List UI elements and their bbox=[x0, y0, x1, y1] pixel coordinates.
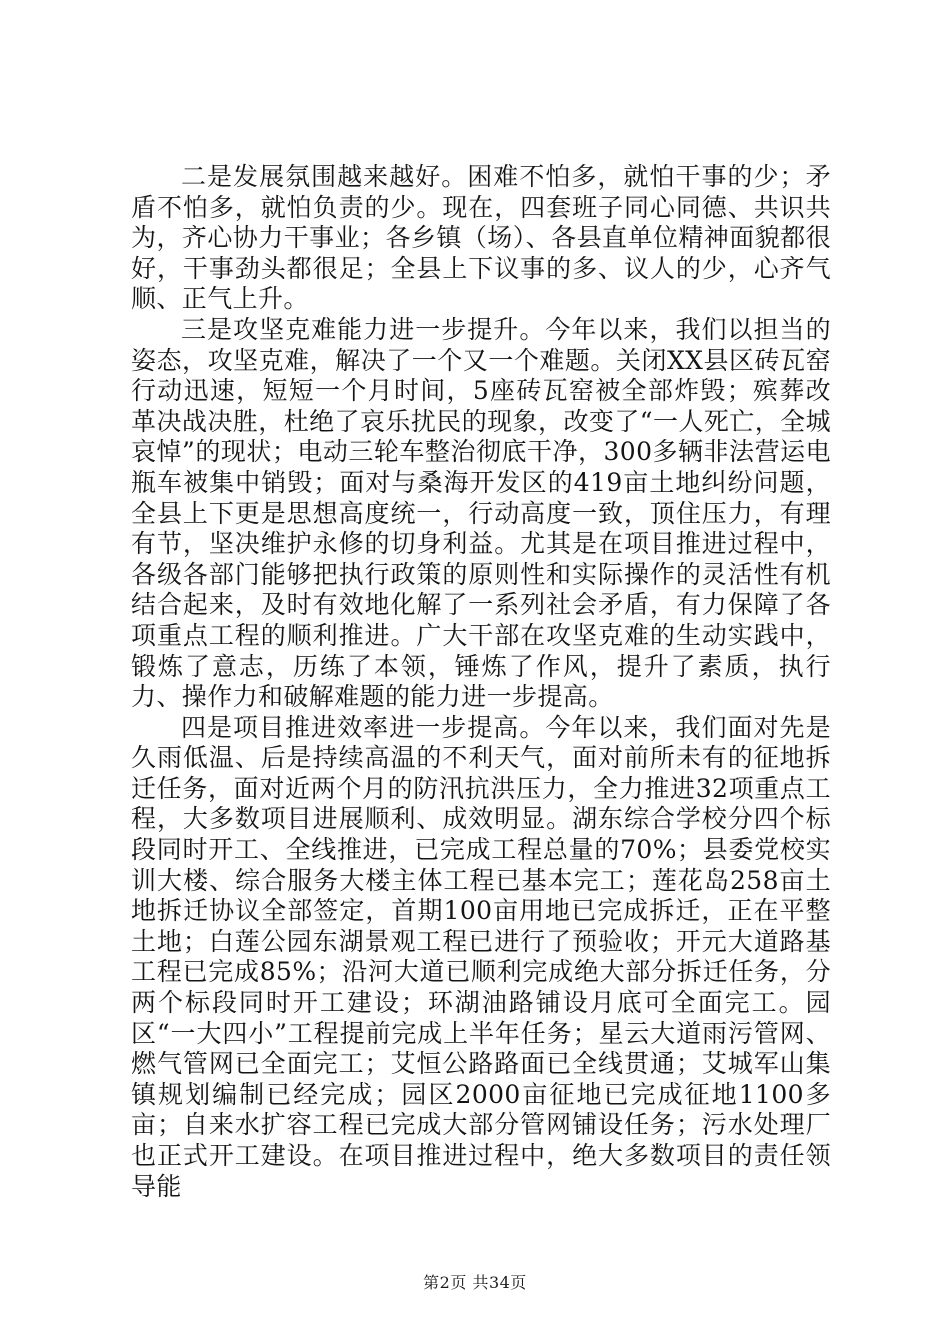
page-number-footer: 第2页 共34页 bbox=[423, 1273, 527, 1292]
paragraph-project-progress: 四是项目推进效率进一步提高。今年以来，我们面对先是久雨低温、后是持续高温的不利天气，面对前所未有的征地拆迁任务，面对近两个月的防汛抗洪压力，全力推进32项重点工程，大多数项目进展顺利、成效明显。湖东综合学校分四个标段同时开工、全线推进，已完成工程总量的70%；县委党校实训大楼、综合服务大楼主体工程已基本完工；莲花岛258亩土地拆迁协议全部签定，首期100亩用地已完成拆迁，正在平整土地；白莲公园东湖景观工程已进行了预验收；开元大道路基工程已完成85%；沿河大道已顺利完成绝大部分拆迁任务，分两个标段同时开工建设；环湖油路铺设月底可全面完工。园区“一大四小”工程提前完成上半年任务；星云大道雨污管网、燃气管网已全面完工；艾恒公路路面已全线贯通；艾城军山集镇规划编制已经完成；园区2000亩征地已完成征地1100多亩；自来水扩容工程已完成大部分管网铺设任务；污水处理厂也正式开工建设。在项目推进过程中，绝大多数项目的责任领导能 bbox=[131, 712, 831, 1201]
paragraph-development-atmosphere: 二是发展氛围越来越好。困难不怕多，就怕干事的少；矛盾不怕多，就怕负责的少。现在，四套班子同心同德、共识共为，齐心协力干事业；各乡镇（场）、各县直单位精神面貌都很好，干事劲头都很足；全县上下议事的多、议人的少，心齐气顺、正气上升。 bbox=[131, 162, 831, 314]
paragraph-tackling-difficulties: 三是攻坚克难能力进一步提升。今年以来，我们以担当的姿态，攻坚克难，解决了一个又一个难题。关闭XX县区砖瓦窑行动迅速，短短一个月时间，5座砖瓦窑被全部炸毁；殡葬改革决战决胜，杜绝了哀乐扰民的现象，改变了“一人死亡，全城哀悼”的现状；电动三轮车整治彻底干净，300多辆非法营运电瓶车被集中销毁；面对与桑海开发区的419亩土地纠纷问题，全县上下更是思想高度统一，行动高度一致，顶住压力，有理有节，坚决维护永修的切身利益。尤其是在项目推进过程中，各级各部门能够把执行政策的原则性和实际操作的灵活性有机结合起来，及时有效地化解了一系列社会矛盾，有力保障了各项重点工程的顺利推进。广大干部在攻坚克难的生动实践中，锻炼了意志，历练了本领，锤炼了作风，提升了素质，执行力、操作力和破解难题的能力进一步提高。 bbox=[131, 314, 831, 712]
document-body bbox=[131, 162, 831, 1202]
